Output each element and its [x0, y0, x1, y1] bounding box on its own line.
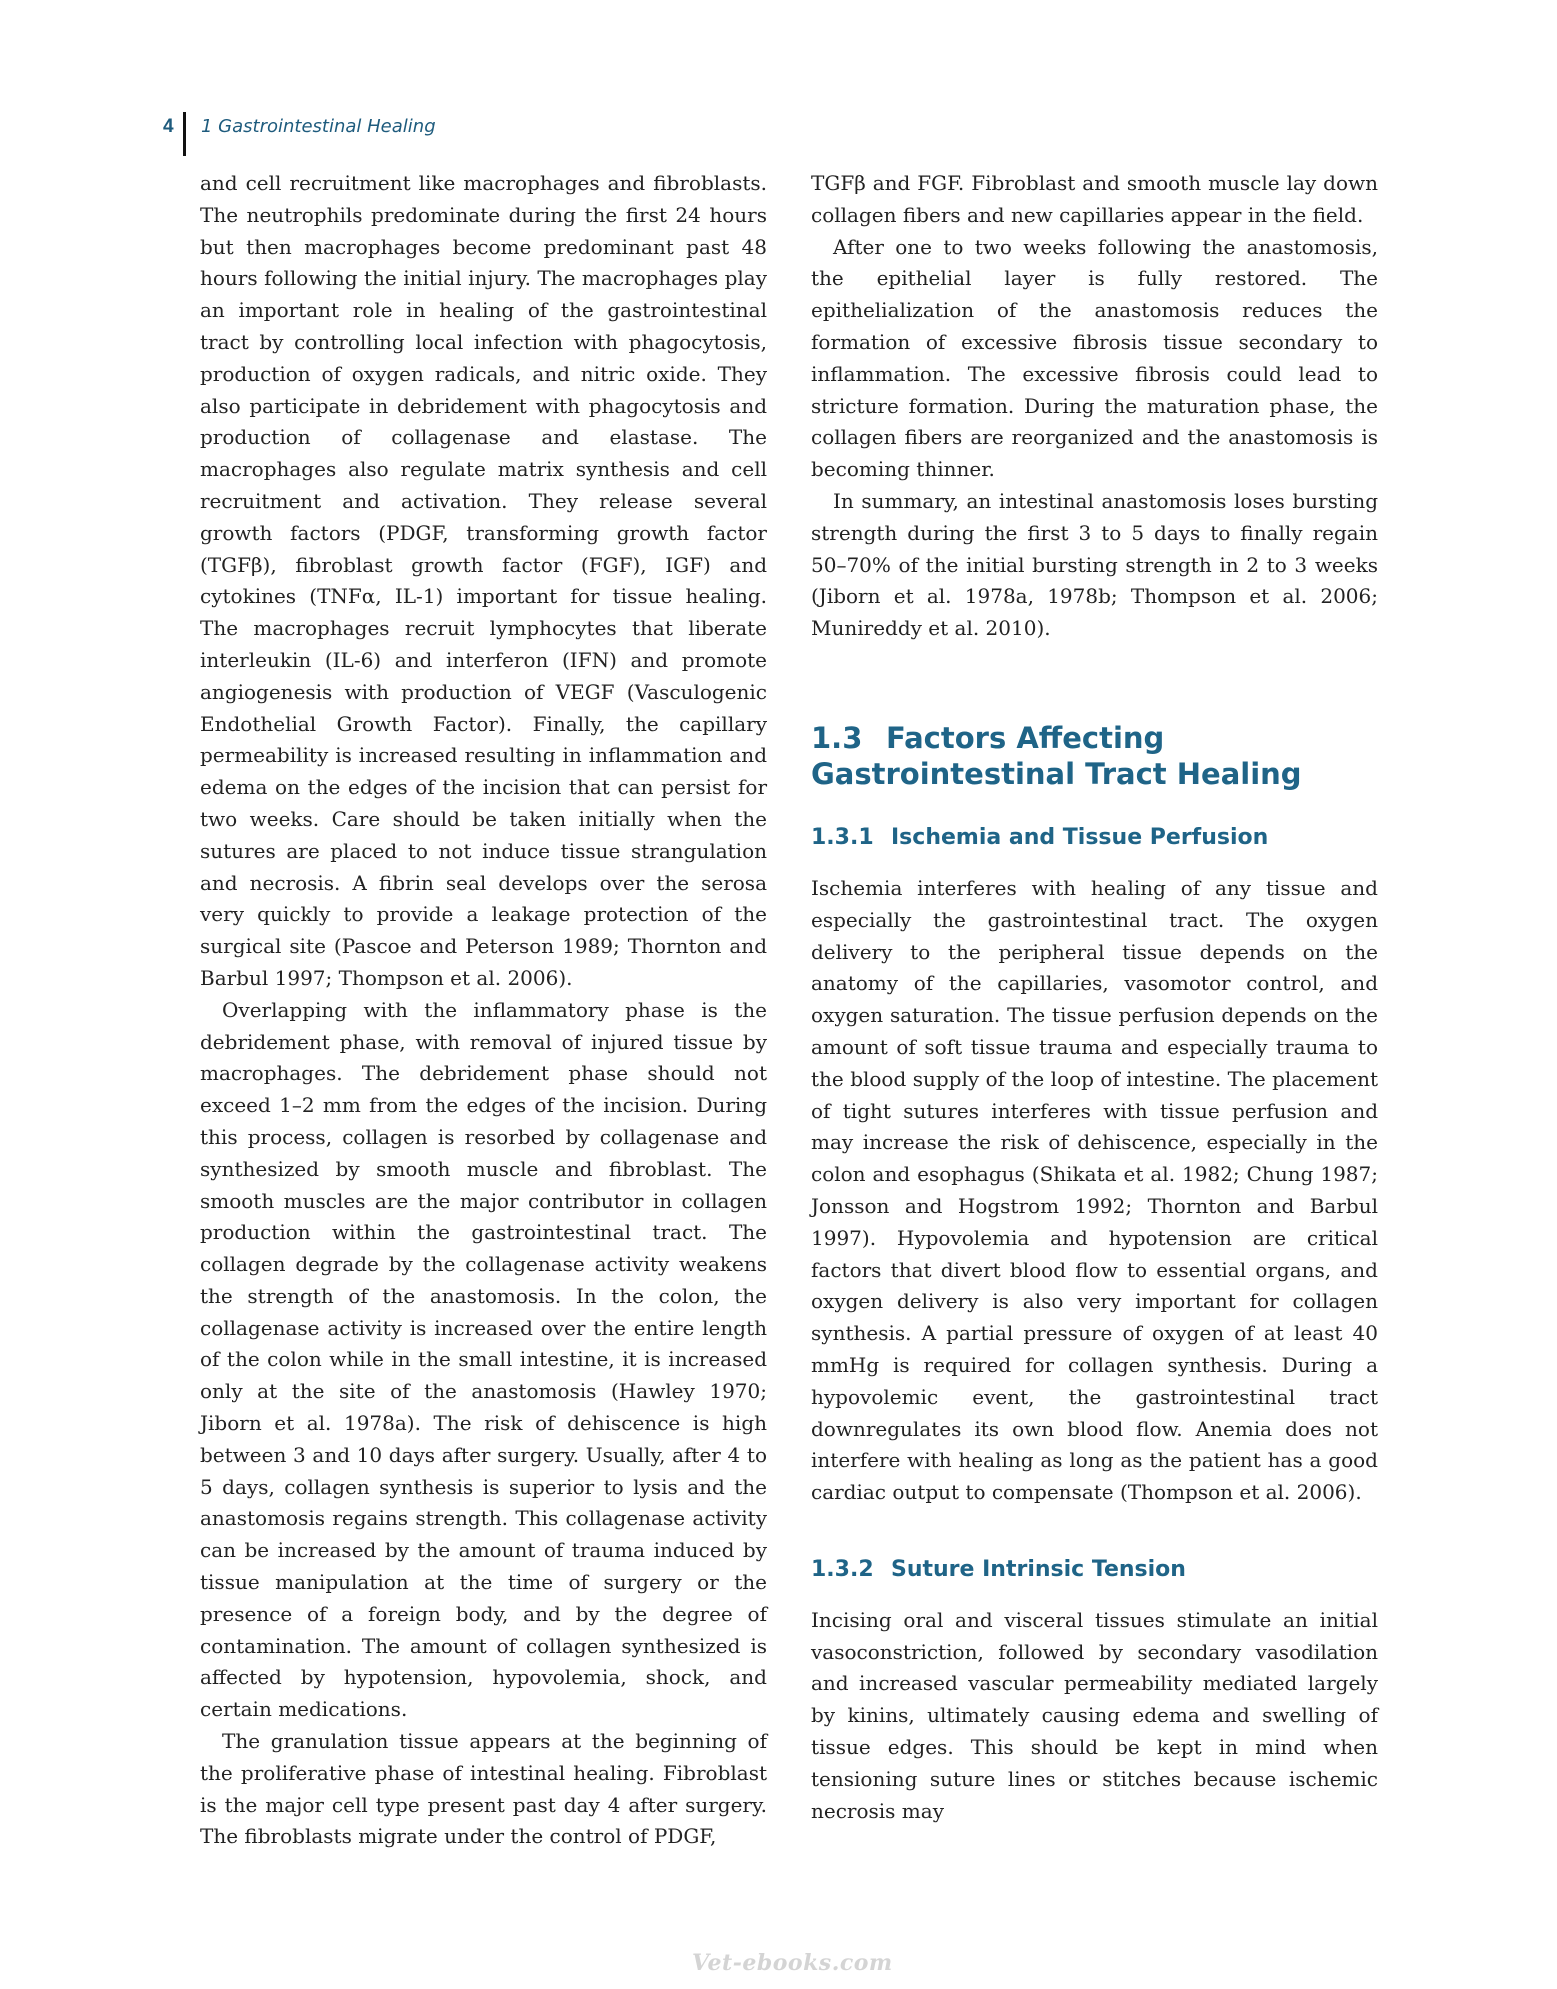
right-column: [811, 168, 1378, 1827]
subsection-title: Suture Intrinsic Tension: [891, 1556, 1186, 1582]
subsection-title: Ischemia and Tissue Perfusion: [891, 824, 1269, 850]
paragraph: After one to two weeks following the anastomosis, the epithelial layer is fully restored. The epithelialization of the anastomosis reduces the formation of excessive fibrosis tissue secondary to inflammation. The excessive fibrosis could lead to stricture formation. During the maturation phase, the collagen fibers are reorganized and the anastomosis is becoming thinner.: [811, 234, 1378, 482]
paragraph: TGFβ and FGF. Fibroblast and smooth muscle lay down collagen fibers and new capillaries appear in the field.: [811, 171, 1378, 227]
watermark: Vet-ebooks.com: [692, 1950, 893, 1976]
section-heading: [811, 720, 1378, 792]
section-title: Factors Affecting Gastrointestinal Tract Healing: [811, 720, 1302, 791]
paragraph: Overlapping with the inflammatory phase is the debridement phase, with removal of injured tissue by macrophages. The debridement phase should not exceed 1–2 mm from the edges of the incision. During this process, collagen is resorbed by collagenase and synthesized by smooth muscle and fibroblast. The smooth muscles are the major contributor in collagen production within the gastrointestinal tract. The collagen degrade by the collagenase activity weakens the strength of the anastomosis. In the colon, the collagenase activity is increased over the entire length of the colon while in the small intestine, it is increased only at the site of the anastomosis (Hawley 1970; Jiborn et al. 1978a). The risk of dehiscence is high between 3 and 10 days after surgery. Usually, after 4 to 5 days, collagen synthesis is superior to lysis and the anastomosis regains strength. This collagenase activity can be increased by the amount of trauma induced by tissue manipulation at the time of surgery or the presence of a foreign body, and by the degree of contamination. The amount of collagen synthesized is affected by hypotension, hypovolemia, shock, and certain medications.: [200, 997, 767, 1722]
chapter-title: 1 Gastrointestinal Healing: [201, 116, 436, 137]
section-number: 1.3: [811, 720, 863, 755]
paragraph: Incising oral and visceral tissues stimulate an initial vasoconstriction, followed by secondary vasodilation and increased vascular permeability mediated largely by kinins, ultimately causing edema and swelling of tissue edges. This should be kept in mind when tensioning suture lines or stitches because ischemic necrosis may: [811, 1607, 1378, 1823]
paragraph: The granulation tissue appears at the beginning of the proliferative phase of intestinal healing. Fibroblast is the major cell type present past day 4 after surgery. The fibroblasts migrate under the control of PDGF,: [200, 1729, 767, 1849]
page-number: 4: [163, 116, 174, 137]
paragraph: and cell recruitment like macrophages and fibroblasts. The neutrophils predominate during the first 24 hours but then macrophages become predominant past 48 hours following the initial injury. The macrophages play an important role in healing of the gastrointestinal tract by controlling local infection with phagocytosis, production of oxygen radicals, and nitric oxide. They also participate in debridement with phagocytosis and production of collagenase and elastase. The macrophages also regulate matrix synthesis and cell recruitment and activation. They release several growth factors (PDGF, transforming growth factor (TGFβ), fibroblast growth factor (FGF), IGF) and cytokines (TNFα, IL-1) important for tissue healing. The macrophages recruit lymphocytes that liberate interleukin (IL-6) and interferon (IFN) and promote angiogenesis with production of VEGF (Vasculogenic Endothelial Growth Factor). Finally, the capillary permeability is increased resulting in inflammation and edema on the edges of the incision that can persist for two weeks. Care should be taken initially when the sutures are placed to not induce tissue strangulation and necrosis. A fibrin seal develops over the serosa very quickly to provide a leakage protection of the surgical site (Pascoe and Peterson 1989; Thornton and Barbul 1997; Thompson et al. 2006).: [200, 171, 767, 990]
subsection-heading: [811, 1555, 1378, 1585]
subsection-heading: [811, 823, 1378, 853]
subsection-number: 1.3.2: [811, 1556, 874, 1582]
subsection-number: 1.3.1: [811, 824, 874, 850]
header-divider: [183, 112, 186, 156]
paragraph: In summary, an intestinal anastomosis loses bursting strength during the first 3 to 5 days to finally regain 50–70% of the initial bursting strength in 2 to 3 weeks (Jiborn et al. 1978a, 1978b; Thompson et al. 2006; Munireddy et al. 2010).: [811, 488, 1378, 641]
left-column: [200, 168, 767, 1853]
paragraph: Ischemia interferes with healing of any tissue and especially the gastrointestinal tract. The oxygen delivery to the peripheral tissue depends on the anatomy of the capillaries, vasomotor control, and oxygen saturation. The tissue perfusion depends on the amount of soft tissue trauma and especially trauma to the blood supply of the loop of intestine. The placement of tight sutures interferes with tissue perfusion and may increase the risk of dehiscence, especially in the colon and esophagus (Shikata et al. 1982; Chung 1987; Jonsson and Hogstrom 1992; Thornton and Barbul 1997). Hypovolemia and hypotension are critical factors that divert blood flow to essential organs, and oxygen delivery is also very important for collagen synthesis. A partial pressure of oxygen of at least 40 mmHg is required for collagen synthesis. During a hypovolemic event, the gastrointestinal tract downregulates its own blood flow. Anemia does not interfere with healing as long as the patient has a good cardiac output to compensate (Thompson et al. 2006).: [811, 875, 1378, 1505]
